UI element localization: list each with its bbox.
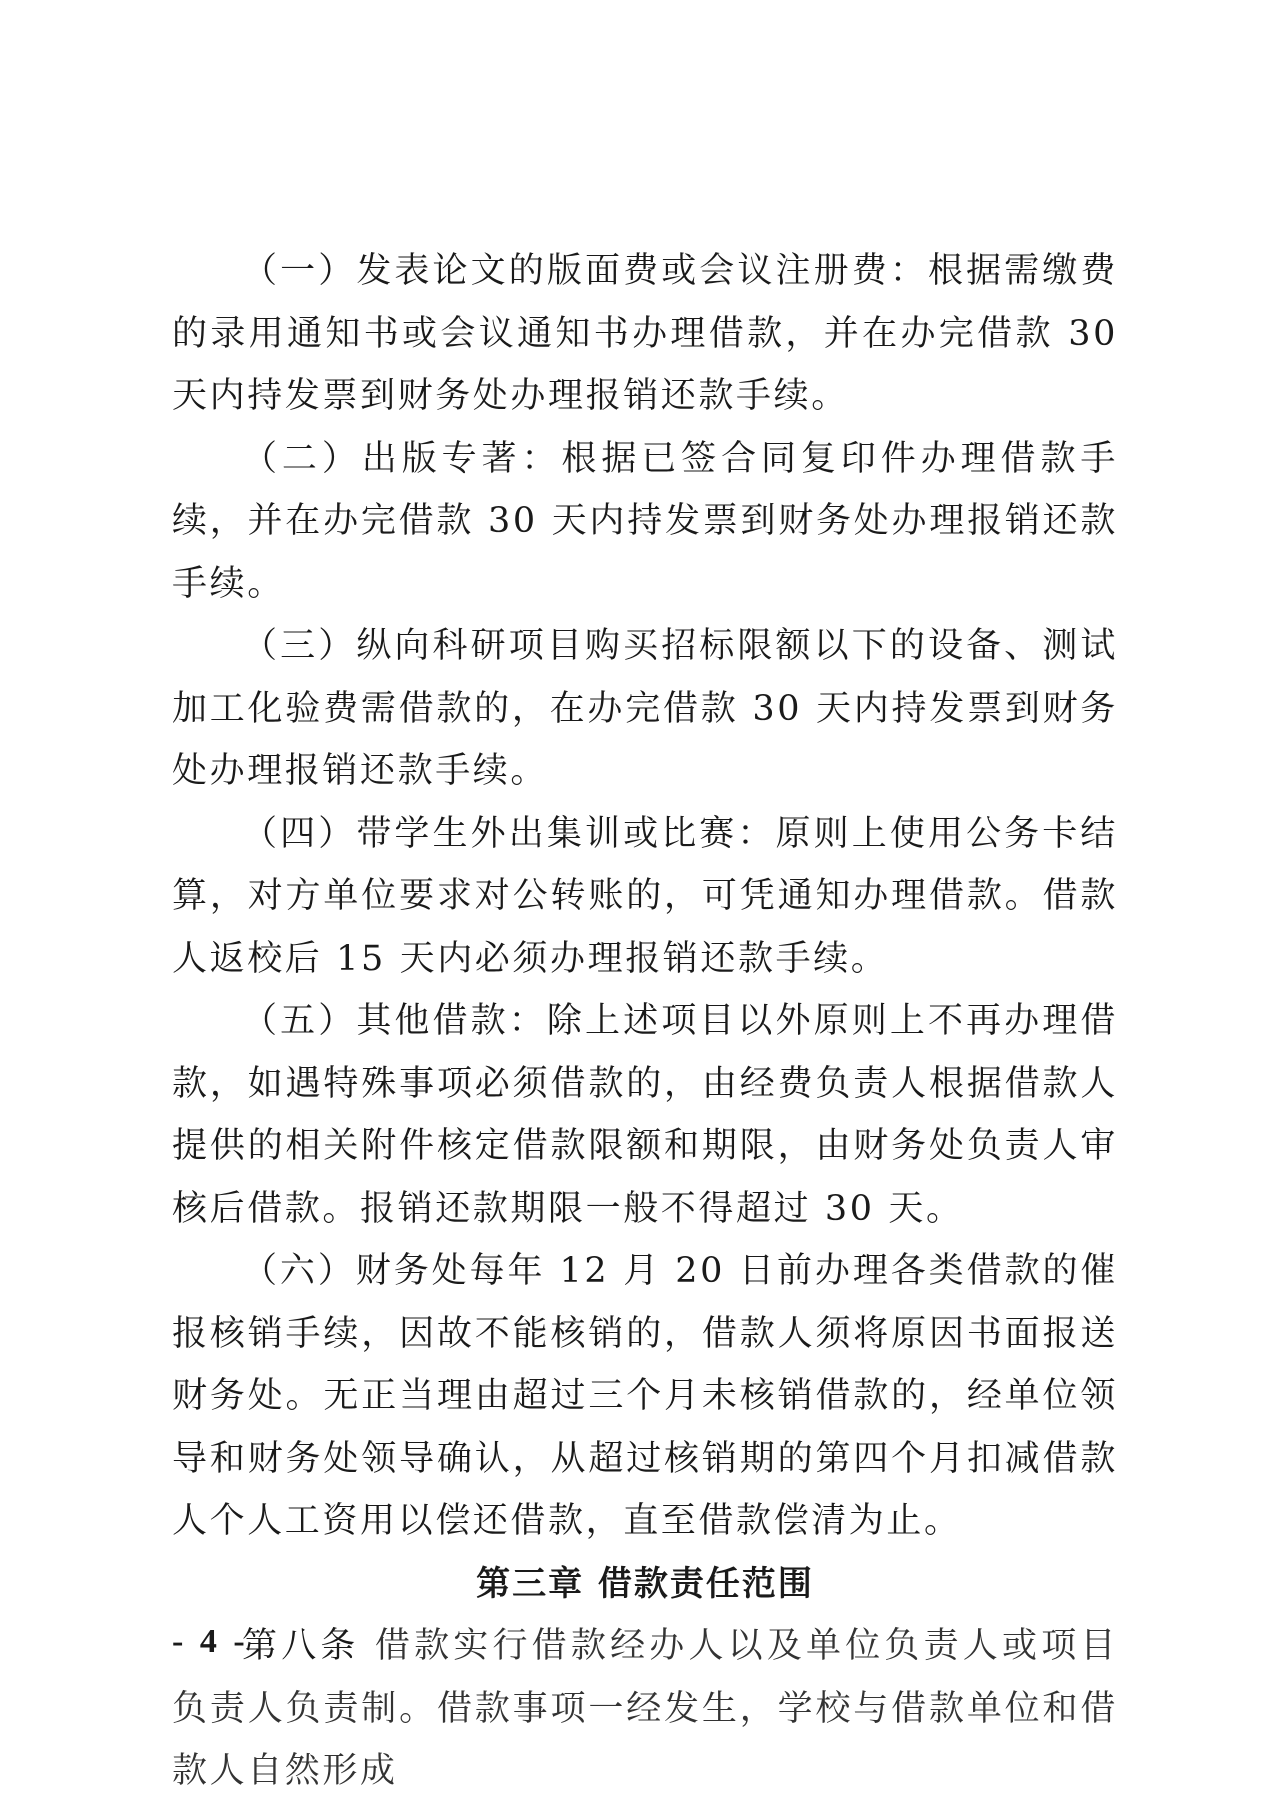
- paragraph-item-4: （四）带学生外出集训或比赛：原则上使用公务卡结算，对方单位要求对公转账的，可凭通知办理借款。借款人返校后 15 天内必须办理报销还款手续。: [172, 813, 1118, 979]
- article-paragraph: [172, 1615, 1118, 1803]
- chapter-heading: 第三章 借款责任范围: [476, 1563, 814, 1604]
- document-body: [172, 240, 1118, 1803]
- page-number: - 4 -: [172, 1623, 249, 1660]
- paragraph-item-2: （二）出版专著：根据已签合同复印件办理借款手续，并在办完借款 30 天内持发票到财务处办理报销还款手续。: [172, 438, 1118, 604]
- paragraph-item-1: （一）发表论文的版面费或会议注册费：根据需缴费的录用通知书或会议通知书办理借款，并在办完借款 30 天内持发票到财务处办理报销还款手续。: [172, 251, 1118, 416]
- paragraph-item-5: （五）其他借款：除上述项目以外原则上不再办理借款，如遇特殊事项必须借款的，由经费负责人根据借款人提供的相关附件核定借款限额和期限，由财务处负责人审核后借款。报销还款期限一般不得超过 30 天。: [172, 1001, 1118, 1229]
- article-label: 第八条: [242, 1626, 360, 1666]
- article-text: 借款实行借款经办人以及单位负责人或项目负责人负责制。借款事项一经发生，学校与借款单位和借款人自然形成: [172, 1626, 1118, 1791]
- paragraph-item-3: （三）纵向科研项目购买招标限额以下的设备、测试加工化验费需借款的，在办完借款 30 天内持发票到财务处办理报销还款手续。: [172, 626, 1118, 791]
- paragraph-item-6: （六）财务处每年 12 月 20 日前办理各类借款的催报核销手续，因故不能核销的，借款人须将原因书面报送财务处。无正当理由超过三个月未核销借款的，经单位领导和财务处领导确认，从超过核销期的第四个月扣减借款人个人工资用以偿还借款，直至借款偿清为止。: [172, 1251, 1118, 1541]
